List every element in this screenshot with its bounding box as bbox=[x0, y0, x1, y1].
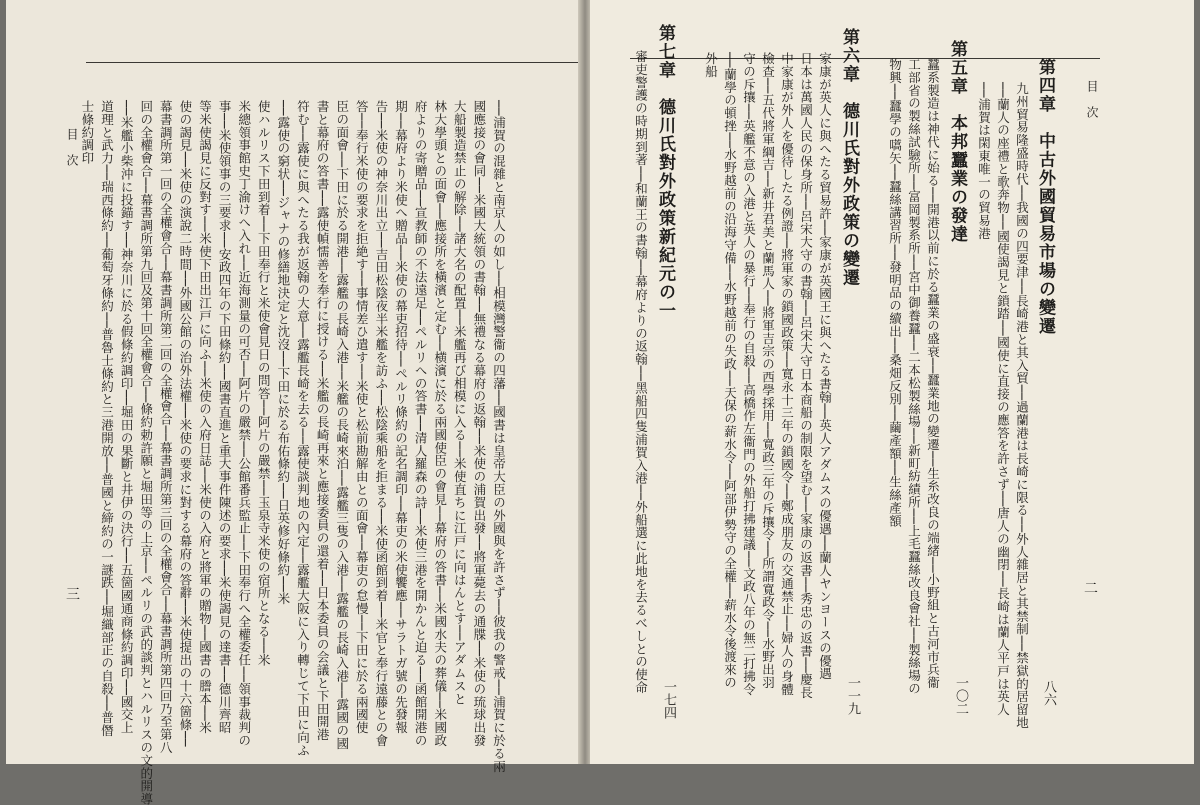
toc-line: 答──奉行米使の要求を拒絶す──事情差ひ遣す──米使と松前勘解由との面會──幕吏の怠慢──下田に於る兩國使 bbox=[354, 100, 370, 734]
left-running-head: 目次 bbox=[65, 128, 79, 180]
toc-line: 道理と武力──瑞西條約──葡萄牙條約──普魯士條約と三港開放──普國と締約の一謎跌──堀織部正の自殺──普僭 bbox=[99, 100, 115, 737]
toc-line: 府よりの寄贈品──宣教師の不法遠足──ペルリへの答書──清人羅森の詩──米使三港を開かんと迫る──函館開港の bbox=[413, 100, 429, 747]
toc-line: 書と幕府の答書──露使幀懦善を奉行に授ける──米艦の長崎再來と應接委員の還着──日本委員の会議と下田開港 bbox=[315, 100, 331, 741]
right-folio: 二 bbox=[1084, 581, 1098, 597]
toc-line: 回の全權會合──幕書調所第九回及第十回全權會合──條約勅許願と堀田等の上京──ペルリの武的談判とハルリスの文的開導 bbox=[138, 100, 154, 805]
chapter4-line: ──蘭人の座禮と歌奔物──國使謁見と鎖踏──國使に直接の應答を許さず──唐人の幽閉──長崎は蘭人平戸は英人 bbox=[995, 82, 1011, 716]
chapter6-line: 守の斥攘──英艦不意の入港と英人の暴行──奉行の自殺──高橋作左衞門の外船打拂建議──文政八年の無二打拂令 bbox=[741, 52, 757, 696]
chapter6-line: 檢查──五代將軍綱吉──新井君美と蘭馬人──將軍吉宗の西學採用──寬政三年の斥攘令──所謂寬政令──水野出羽 bbox=[760, 52, 776, 689]
toc-line: 使の謁見──米使の演說二時間──外國公館の治外法權──米使の要求に對する幕府の答辭──米使提出の十六箇條── bbox=[177, 100, 193, 747]
toc-line: 國應接の會同──米國大統領の書翰──無禮なる幕府の返翰──米使の浦賀出發──將軍薨去の通牒──米使の琉球出發 bbox=[471, 100, 487, 747]
toc-line: ──露使の窮状──ジャナの修繕地決定と沈沒──下田に於る布佑條約──日英修好條約──米 bbox=[275, 100, 291, 605]
chapter6-line: 家康が英人に與へたる貿易許──家康が英國王に與へたる書翰──英人アダムスの優遇──蘭人ヤンヨースの優遇 bbox=[817, 52, 833, 681]
chapter5-page: 一〇二 bbox=[953, 676, 968, 715]
right-running-head: 目次 bbox=[1085, 80, 1099, 132]
toc-line: 林大學頭との面會──應接所を橫濱と定む──横濱に於る兩國使臣の會見──幕府の答書──米國水夫の葬儀──米國政 bbox=[432, 100, 448, 747]
chapter7-page: 一七四 bbox=[661, 680, 676, 719]
toc-line: ──米艦小柴沖に投錨す──神奈川に於る假條約調印──堀田の果斷と井伊の決行──五箇國通商條約調印──國交上 bbox=[119, 100, 135, 734]
chapter7-number: 第七章 bbox=[655, 24, 675, 80]
chapter4-line: 九州貿易隆盛時代──我國の四要津──長崎港と其入貿──過蘭港は長崎に限る──外人雜居と其禁制──禁獄的居留地 bbox=[1014, 82, 1030, 729]
left-top-rule bbox=[86, 62, 580, 63]
chapter6-line: 日本は萬國人民の保身所──呂宋大守の書翰──呂宋大守日本商船の制限を望む──家康の返書──秀忠の返書──慶長 bbox=[798, 52, 814, 699]
chapter5-number: 第五章 bbox=[947, 40, 967, 96]
chapter6-line: 中家康が外人を優待したる例證──將軍家の鎖國政策──寬永十三年の鎖國令──鄭成朋友の交通禁止──婦人の身體 bbox=[779, 52, 795, 696]
chapter5-line: 物興──蠶學の嚆矢──蠶絲講習所──發明品の續出──桑畑反別──繭產額──生絲產額 bbox=[887, 58, 903, 528]
chapter7-title: 德川氏對外政策新紀元の一 bbox=[655, 98, 675, 320]
chapter4-line: ──浦賀は閑東唯一の貿易港 bbox=[976, 82, 992, 240]
left-page bbox=[6, 0, 580, 805]
chapter5-heading bbox=[948, 40, 965, 640]
toc-line: 臣の面會──下田に於る開港──露艦の長崎入港──米艦の長崎來泊──露艦三隻の入港──露艦の長崎入港──露國の國 bbox=[334, 100, 350, 750]
toc-line: 幕書調所第一回の全權會合──幕書調所第二回の全權會合──幕書調所第三回の全權會合──幕書調所第四回乃至第八 bbox=[158, 100, 174, 754]
toc-line: 大船製造禁止の解除──諸大名の配置──米艦再び相模に入る──米使直ちに江戸に向はんとす──アダムスと bbox=[452, 100, 468, 706]
toc-line: 米總領事館史丁渝けへ入れ──近海測量の可否──阿片の嚴禁──公館番兵監止──下田奉行へ全權委任──領事裁判の bbox=[236, 100, 252, 747]
chapter4-heading bbox=[1036, 58, 1053, 658]
chapter6-page: 一一九 bbox=[845, 676, 860, 715]
toc-line: 符む──露使に與へたる我が返翰の大意──露艦長崎を去る──露使談判地の內定──露艦大阪に入り轉じて下田に向ふ bbox=[295, 100, 311, 757]
right-page bbox=[590, 0, 1194, 764]
left-folio: 三 bbox=[66, 587, 80, 603]
toc-line: 士條約調印 bbox=[79, 100, 95, 165]
toc-line: 使ハルリス下田到着──下田奉行と米使會見日の問答──阿片の嚴禁──玉泉寺米使の宿所となる──米 bbox=[256, 100, 272, 667]
chapter5-line: 工部省の製絲試驗所──富岡製系所──宮中御養蠶──二本松製絲場──新町紡績所──上毛蠶絲改良會社──製絲場の bbox=[906, 58, 922, 695]
toc-line: 期──幕府より米使へ贈品──米使の幕吏招待──ペルリ條約の記名調印──幕吏の米使饗應──サラトガ號の先發報 bbox=[393, 100, 409, 734]
chapter6-heading bbox=[840, 28, 857, 628]
chapter6-line: 外船 bbox=[703, 52, 719, 78]
right-top-rule bbox=[630, 58, 1100, 59]
chapter6-title: 德川氏對外政策の變遷 bbox=[839, 102, 859, 287]
chapter4-title: 中古外國貿易市場の變遷 bbox=[1035, 132, 1055, 336]
toc-line: ──浦賀の混雜と南京人の如し──相模灣警衞の四藩──國書は皇帝大臣の外國與を許さず──彼我の警戒──浦賀に於る兩 bbox=[491, 100, 507, 773]
chapter7-heading bbox=[656, 24, 673, 624]
toc-line: 告──米使の神奈川出立──吉田松陰夜半米艦を訪ふ──松陰乘船を拒まる──米使函館到着──米官と奉行遠藤との會 bbox=[373, 100, 389, 747]
chapter6-number: 第六章 bbox=[839, 28, 859, 84]
chapter5-line: 蠶系製造は神代に始る──開港以前に於る蠶業の盛衰──蠶業地の變遷──生糸改良の端緒──小野組と古河市兵衞 bbox=[925, 58, 941, 690]
chapter7-line: 審吏警護の時期到著──和蘭王の書翰──幕府よりの返翰──黑船四隻浦賀入港──外船選に此地を去るべしとの使命 bbox=[633, 50, 649, 694]
chapter4-page: 八六 bbox=[1041, 680, 1056, 706]
toc-line: 等米使謁見に反對す──米使下田出江戸に向ふ──米使の入府日誌──米使の入府と將軍の贈物──國書の謄本──米 bbox=[197, 100, 213, 734]
chapter6-line: ──蘭學の頓挫──水野越前の沿海守備──水野越前の失政──天保の薪水令──阿部伊勢守の全權──薪水令後渡來の bbox=[722, 52, 738, 689]
chapter5-title: 本邦蠶業の發達 bbox=[947, 114, 967, 244]
chapter4-number: 第四章 bbox=[1035, 58, 1055, 114]
toc-line: 事──米使領事の三要求──安政四年の下田條約──國書直進と重大事件陳述の要求──米使謁見の達書──德川齊昭 bbox=[217, 100, 233, 734]
